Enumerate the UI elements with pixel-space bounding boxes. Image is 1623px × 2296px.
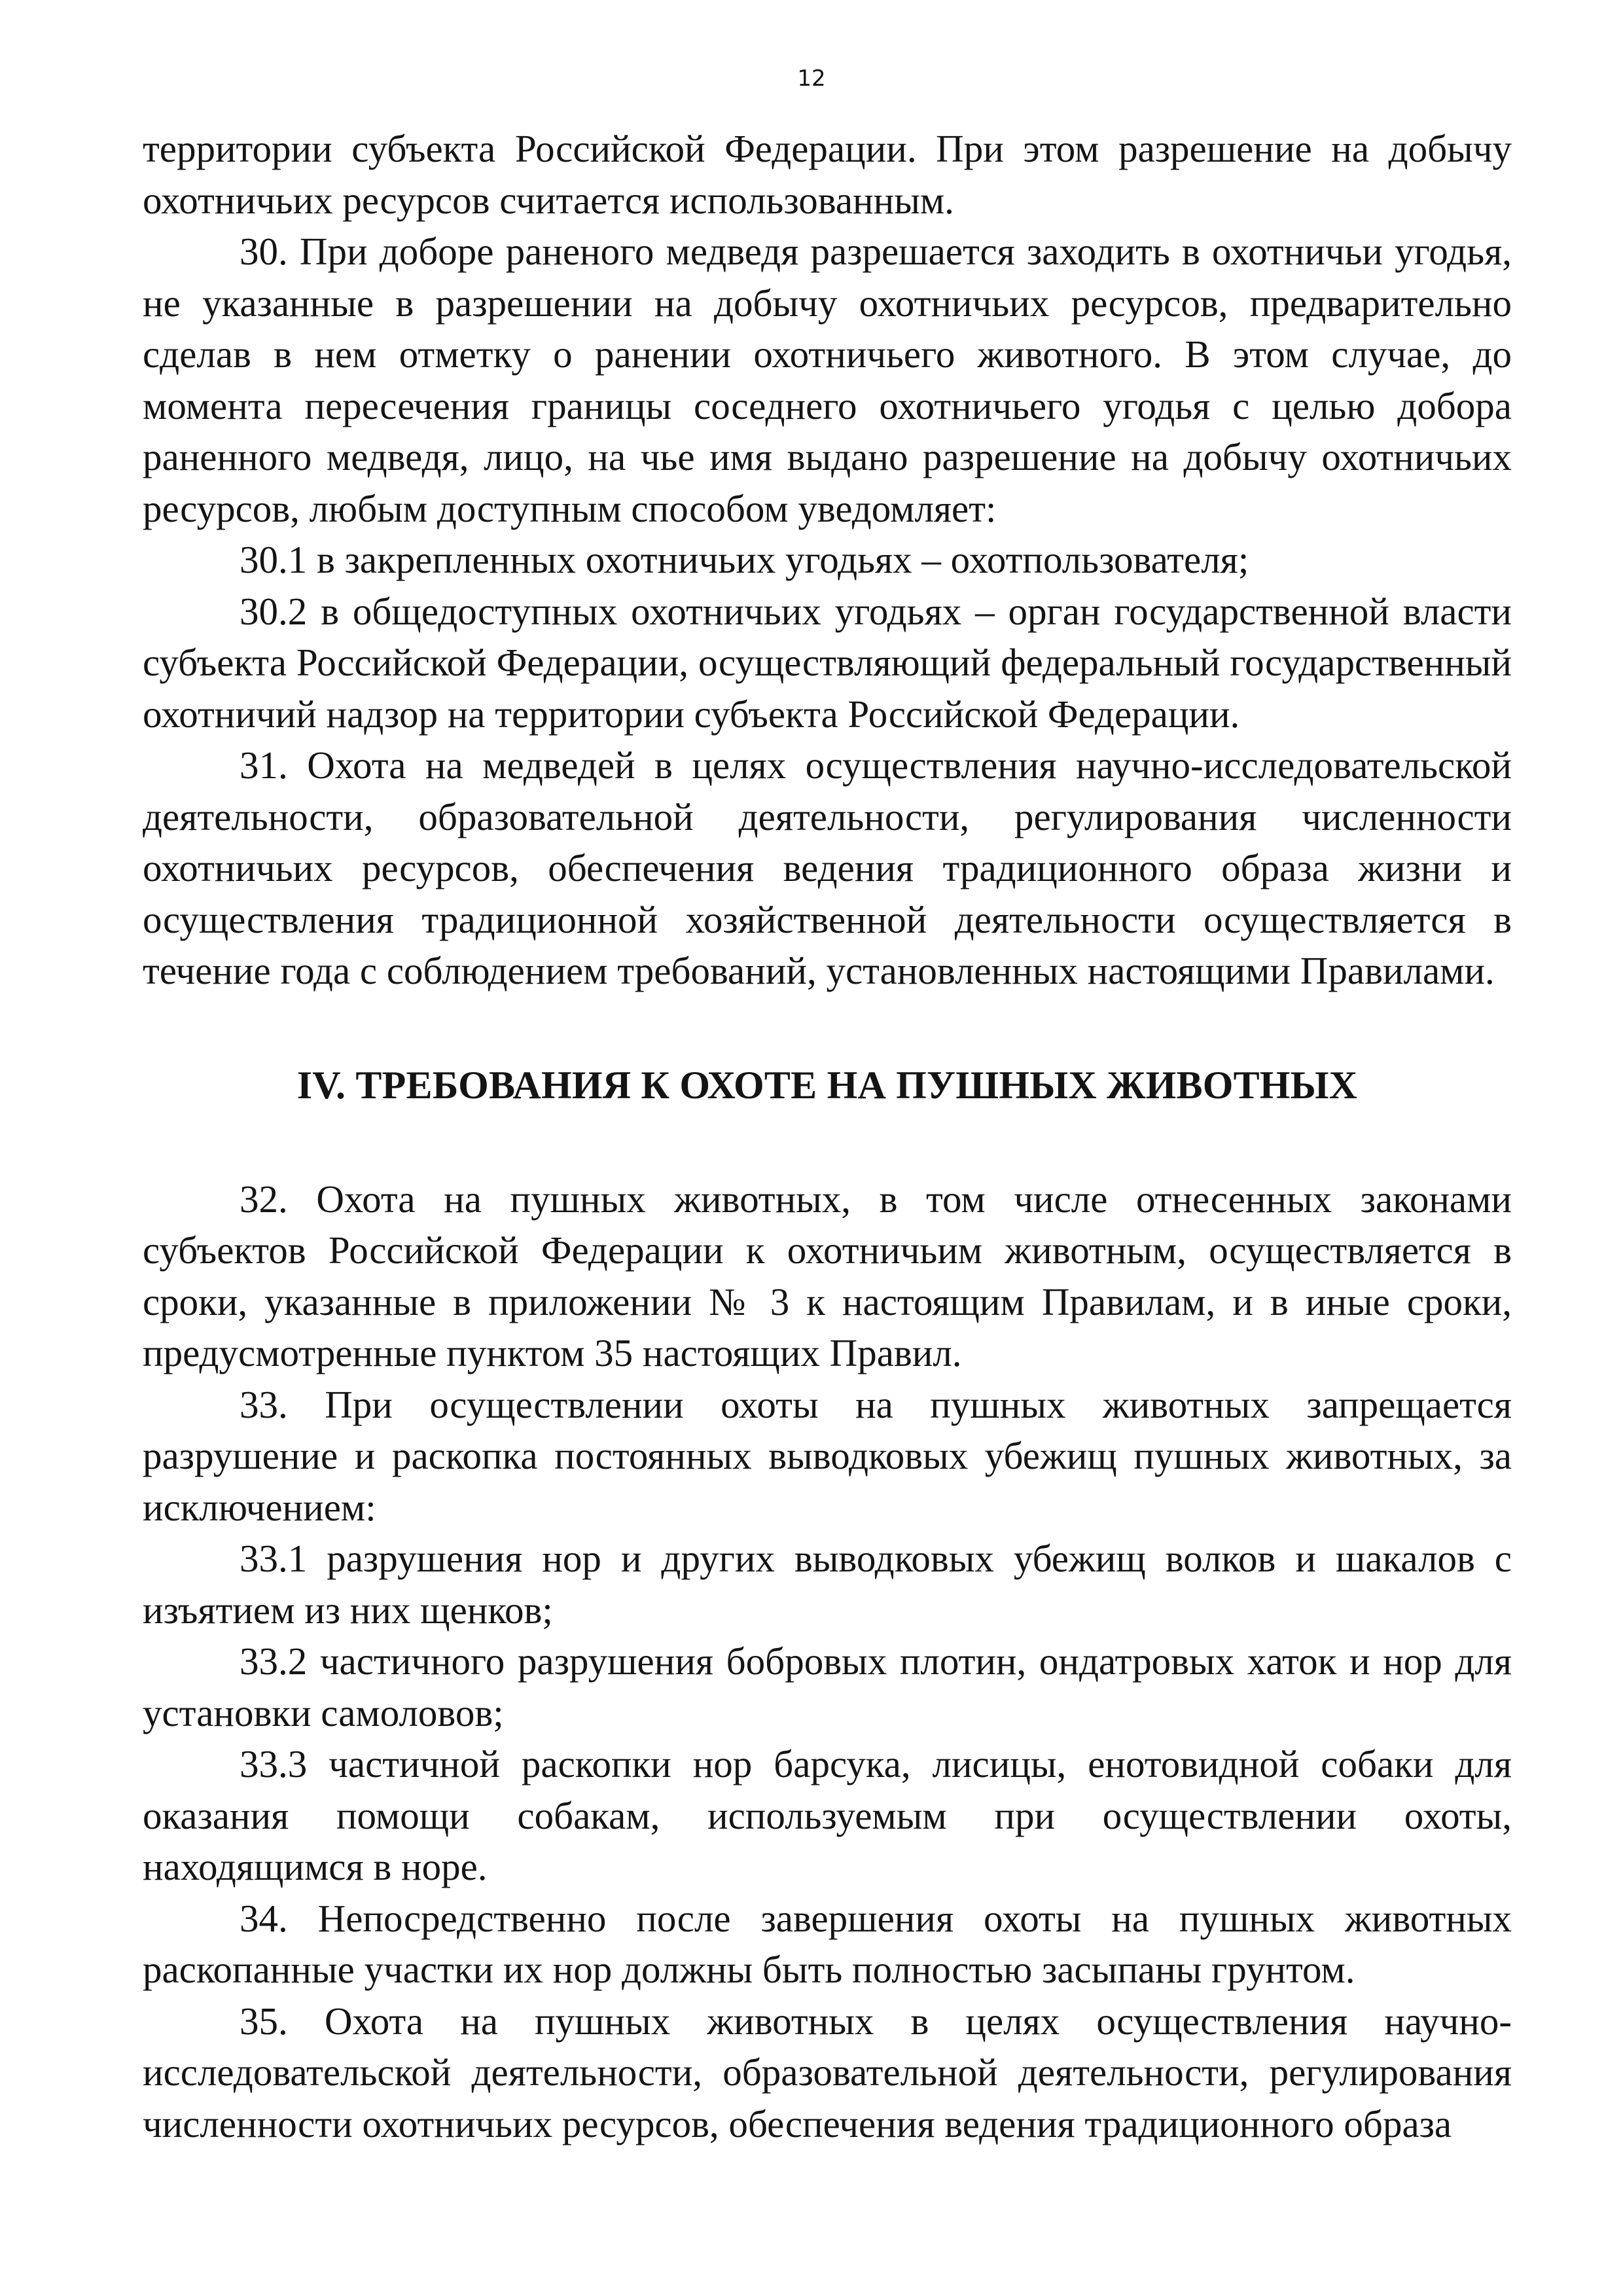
page-number: 12 [797,65,826,92]
paragraph-30-2: 30.2 в общедоступных охотничьих угодьях – орган государственной власти субъекта Российской Федерации, осуществляющий федеральный государственный охотничий надзор на территории субъекта Российской Федерации. [143,589,1512,736]
paragraph-33-1: 33.1 разрушения нор и других выводковых убежищ волков и шакалов с изъятием из них щенков; [143,1537,1512,1632]
paragraph-33: 33. При осуществлении охоты на пушных животных запрещается разрушение и раскопка постоянных выводковых убежищ пушных животных, за исключением: [143,1382,1512,1529]
paragraph-32: 32. Охота на пушных животных, в том числе отнесенных законами субъектов Российской Федерации к охотничьим животным, осуществляется в сроки, указанные в приложении № 3 к настоящим Правилам, и в иные сроки, предусмотренные пунктом 35 настоящих Правил. [143,1177,1512,1374]
paragraph-continuation: территории субъекта Российской Федерации. При этом разрешение на добычу охотничьих ресурсов считается использованным. [143,127,1512,222]
paragraph-34: 34. Непосредственно после завершения охоты на пушных животных раскопанные участки их нор должны быть полностью засыпаны грунтом. [143,1896,1512,1991]
paragraph-33-3: 33.3 частичной раскопки нор барсука, лисицы, енотовидной собаки для оказания помощи собакам, используемым при осуществлении охоты, находящимся в норе. [143,1742,1512,1888]
paragraph-30: 30. При доборе раненого медведя разрешается заходить в охотничьи угодья, не указанные в разрешении на добычу охотничьих ресурсов, предварительно сделав в нем отметку о ранении охотничьего животного. В этом случае, до момента пересечения границы соседнего охотничьего угодья с целью добора раненного медведя, лицо, на чье имя выдано разрешение на добычу охотничьих ресурсов, любым доступным способом уведомляет: [143,230,1512,530]
paragraph-30-1: 30.1 в закрепленных охотничьих угодьях – охотпользователя; [240,538,1249,581]
section-heading: IV. ТРЕБОВАНИЯ К ОХОТЕ НА ПУШНЫХ ЖИВОТНЫХ [296,1063,1358,1107]
paragraph-33-2: 33.2 частичного разрушения бобровых плотин, ондатровых хаток и нор для установки самоловов; [143,1640,1512,1734]
paragraph-31: 31. Охота на медведей в целях осуществления научно-исследовательской деятельности, образовательной деятельности, регулирования численности охотничьих ресурсов, обеспечения ведения традиционного образа жизни и осуществления традиционной хозяйственной деятельности осуществляется в течение года с соблюдением требований, установленных настоящими Правилами. [143,744,1512,992]
paragraph-35: 35. Охота на пушных животных в целях осуществления научно-исследовательской деятельности, образовательной деятельности, регулирования численности охотничьих ресурсов, обеспечения ведения традиционного образа [143,1999,1512,2145]
document-body [143,123,1512,2149]
